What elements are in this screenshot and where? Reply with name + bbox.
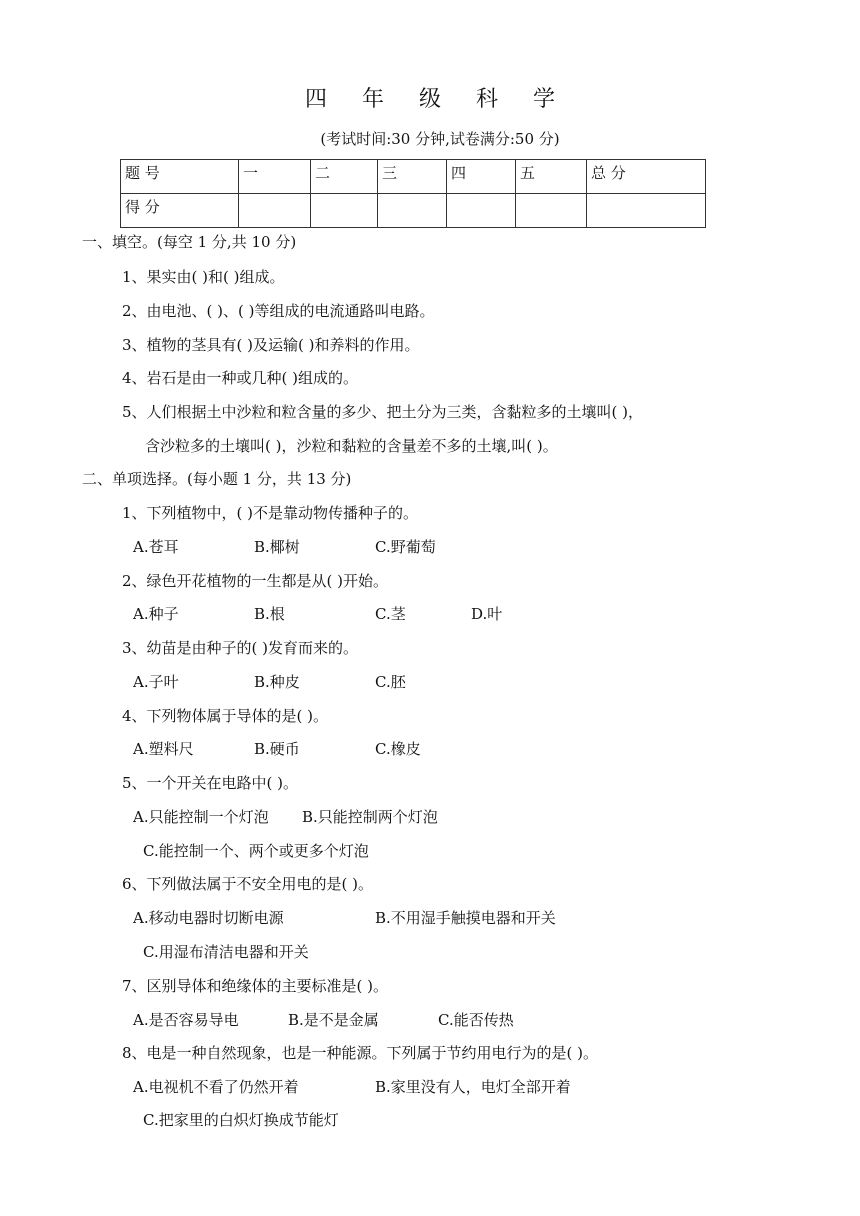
option-a: A.子叶 <box>133 673 179 691</box>
question: 4、下列物体属于导体的是( )。 <box>122 707 329 725</box>
option-c: C.能控制一个、两个或更多个灯泡 <box>143 842 369 860</box>
option-b: B.种皮 <box>254 673 300 691</box>
option-a: A.塑料尺 <box>133 740 194 758</box>
option-c: C.茎 <box>375 605 406 623</box>
score-table <box>120 159 706 228</box>
question: 2、绿色开花植物的一生都是从( )开始。 <box>122 572 389 590</box>
option-a: A.种子 <box>133 605 179 623</box>
page-title: 四 年 级 科 学 <box>305 87 569 112</box>
score-row-label: 得 分 <box>121 194 239 228</box>
score-header-cell: 三 <box>378 160 447 194</box>
section-heading: 一、填空。(每空 1 分,共 10 分) <box>82 233 297 251</box>
question: 3、植物的茎具有( )及运输( )和养料的作用。 <box>122 336 420 354</box>
score-header-cell: 二 <box>311 160 378 194</box>
option-a: A.苍耳 <box>133 538 179 556</box>
question: 3、幼苗是由种子的( )发育而来的。 <box>122 639 359 657</box>
option-a: A.只能控制一个灯泡 <box>133 808 269 826</box>
score-header-cell: 一 <box>239 160 311 194</box>
option-b: B.硬币 <box>254 740 300 758</box>
option-b: B.根 <box>254 605 285 623</box>
option-b: B.椰树 <box>254 538 300 556</box>
question: 4、岩石是由一种或几种( )组成的。 <box>122 369 359 387</box>
option-c: C.用湿布清洁电器和开关 <box>143 943 309 961</box>
score-header-cell: 五 <box>516 160 587 194</box>
question: 5、一个开关在电路中( )。 <box>122 774 299 792</box>
option-a: A.是否容易导电 <box>133 1011 239 1029</box>
question: 1、果实由( )和( )组成。 <box>122 268 285 286</box>
score-table-score-row <box>121 194 706 228</box>
option-c: C.胚 <box>375 673 406 691</box>
option-b: B.家里没有人，电灯全部开着 <box>375 1078 571 1096</box>
option-c: C.把家里的白炽灯换成节能灯 <box>143 1111 339 1129</box>
option-c: C.野葡萄 <box>375 538 436 556</box>
option-c: C.橡皮 <box>375 740 421 758</box>
score-cell[interactable] <box>516 194 587 228</box>
score-cell[interactable] <box>378 194 447 228</box>
option-b: B.是不是金属 <box>288 1011 379 1029</box>
option-b: B.不用湿手触摸电器和开关 <box>375 909 556 927</box>
option-c: C.能否传热 <box>438 1011 514 1029</box>
score-cell[interactable] <box>311 194 378 228</box>
question: 6、下列做法属于不安全用电的是( )。 <box>122 875 374 893</box>
exam-info: (考试时间:30 分钟,试卷满分:50 分) <box>320 130 560 148</box>
score-header-cell: 四 <box>447 160 516 194</box>
question: 7、区别导体和绝缘体的主要标准是( )。 <box>122 977 389 995</box>
option-d: D.叶 <box>471 605 503 623</box>
question-continuation: 含沙粒多的土壤叫( )，沙粒和黏粒的含量差不多的土壤,叫( )。 <box>145 437 558 455</box>
question: 2、由电池、( )、( )等组成的电流通路叫电路。 <box>122 302 435 320</box>
option-a: A.电视机不看了仍然开着 <box>133 1078 299 1096</box>
option-a: A.移动电器时切断电源 <box>133 909 284 927</box>
score-header-cell: 题 号 <box>121 160 239 194</box>
score-cell[interactable] <box>239 194 311 228</box>
score-table-header-row <box>121 160 706 194</box>
question: 5、人们根据土中沙粒和粒含量的多少、把土分为三类，含黏粒多的土壤叫( )， <box>122 403 644 421</box>
score-cell[interactable] <box>447 194 516 228</box>
option-b: B.只能控制两个灯泡 <box>302 808 438 826</box>
question: 1、下列植物中，( )不是靠动物传播种子的。 <box>122 504 419 522</box>
score-cell[interactable] <box>587 194 706 228</box>
section-heading: 二、单项选择。(每小题 1 分，共 13 分) <box>82 470 352 488</box>
score-header-cell: 总 分 <box>587 160 706 194</box>
question: 8、电是一种自然现象，也是一种能源。下列属于节约用电行为的是( )。 <box>122 1044 599 1062</box>
